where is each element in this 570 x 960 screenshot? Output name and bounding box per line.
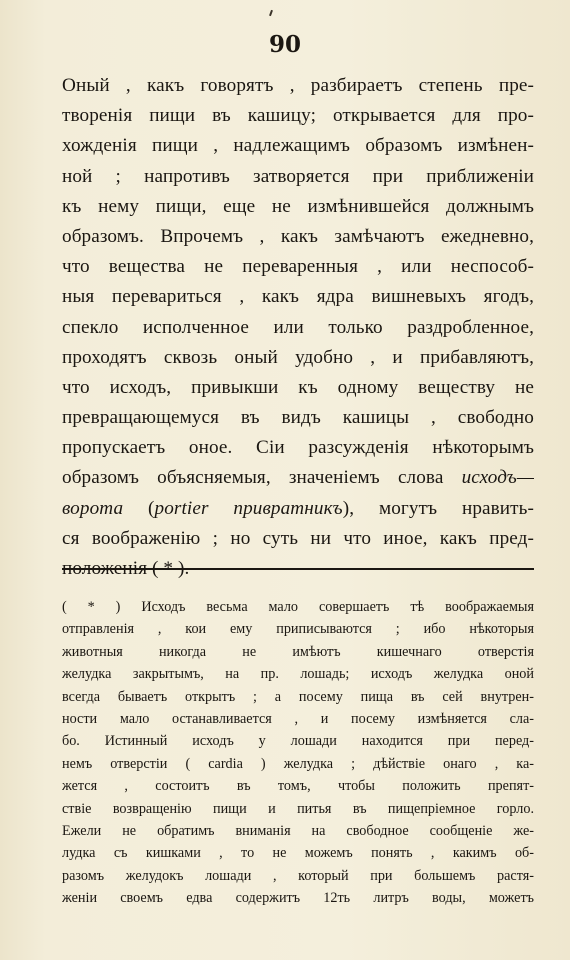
main-text-line: что исходъ, привыкши къ одному веществу не <box>62 376 534 398</box>
footnote-line: всегда бываетъ открытъ ; а посему пища въ сей внутрен- <box>62 688 534 705</box>
footnote-line: ( * ) Исходъ весьма мало совершаетъ тѣ воображаемыя <box>62 599 534 615</box>
footnote-line: бо. Истинный исходъ у лошади находится при перед- <box>62 733 534 750</box>
main-text-line: ныя перевариться , какъ ядра вишневыхъ ягодъ, <box>62 286 534 308</box>
footnote-line: немъ отверстіи ( cardia ) желудка ; дѣйствіе онаго , ка- <box>62 755 534 772</box>
footnote-block <box>62 596 534 909</box>
footnote-line: отправленія , кои ему приписываются ; ибо нѣкоторыя <box>62 621 534 638</box>
main-text-block <box>62 71 534 584</box>
main-text-line: пропускаетъ оное. Сіи разсужденія нѣкоторымъ <box>62 437 534 459</box>
main-text-line: ворота (portier привратникъ), могутъ нравить- <box>62 497 534 519</box>
main-text-line: образомъ. Впрочемъ , какъ замѣчаютъ ежедневно, <box>62 225 534 247</box>
footnote-line: ствіе возвращенію пищи и питья въ пищепріемное горло. <box>62 800 534 817</box>
main-text-line: творенія пищи въ кашицу; открывается для про- <box>62 105 534 127</box>
main-text-line: ся воображенію ; но суть ни что иное, какъ пред- <box>62 527 534 549</box>
footnote-line: жется , состоитъ въ томъ, чтобы положить препят- <box>62 778 534 795</box>
main-text-line: что вещества не переваренныя , или неспособ- <box>62 256 534 278</box>
footnote-line: животныя никогда не имѣютъ кишечнаго отверстія <box>62 643 534 660</box>
main-text-line: Оный , какъ говорятъ , разбираетъ степень пре- <box>62 75 534 96</box>
main-text-line: къ нему пищи, еще не измѣнившейся должнымъ <box>62 195 534 217</box>
footnote-line: Ежели не обратимъ вниманія на свободное сообщеніе же- <box>62 822 534 839</box>
footnote-line: разомъ желудокъ лошади , который при большемъ растя- <box>62 867 534 884</box>
footnote-line: ности мало останавливается , и посему измѣняется сла- <box>62 710 534 727</box>
main-text-line: спекло исполченное или только раздробленное, <box>62 316 534 338</box>
page-number: 90 <box>268 31 301 58</box>
footnote-line: желудка закрытымъ, на пр. лошадь; исходъ желудка оной <box>62 666 534 683</box>
main-text-line: ной ; напротивъ затворяется при приближеніи <box>62 165 534 187</box>
main-text-line: положенія ( * ). <box>62 558 190 579</box>
footnote-divider <box>62 568 534 570</box>
main-text-line: хожденія пищи , надлежащимъ образомъ измѣнен- <box>62 135 534 157</box>
main-text-line: превращающемуся въ видъ кашицы , свободно <box>62 407 534 429</box>
print-mark <box>269 10 273 16</box>
main-text-line: проходятъ сквозь оный удобно , и прибавляютъ, <box>62 346 534 368</box>
main-text-line: образомъ объясняемыя, значеніемъ слова исходъ— <box>62 467 534 489</box>
footnote-line: женіи своемъ едва содержитъ 12ть литръ воды, можетъ <box>62 890 534 907</box>
footnote-line: лудка съ кишками , то не можемъ понять , какимъ об- <box>62 845 534 862</box>
